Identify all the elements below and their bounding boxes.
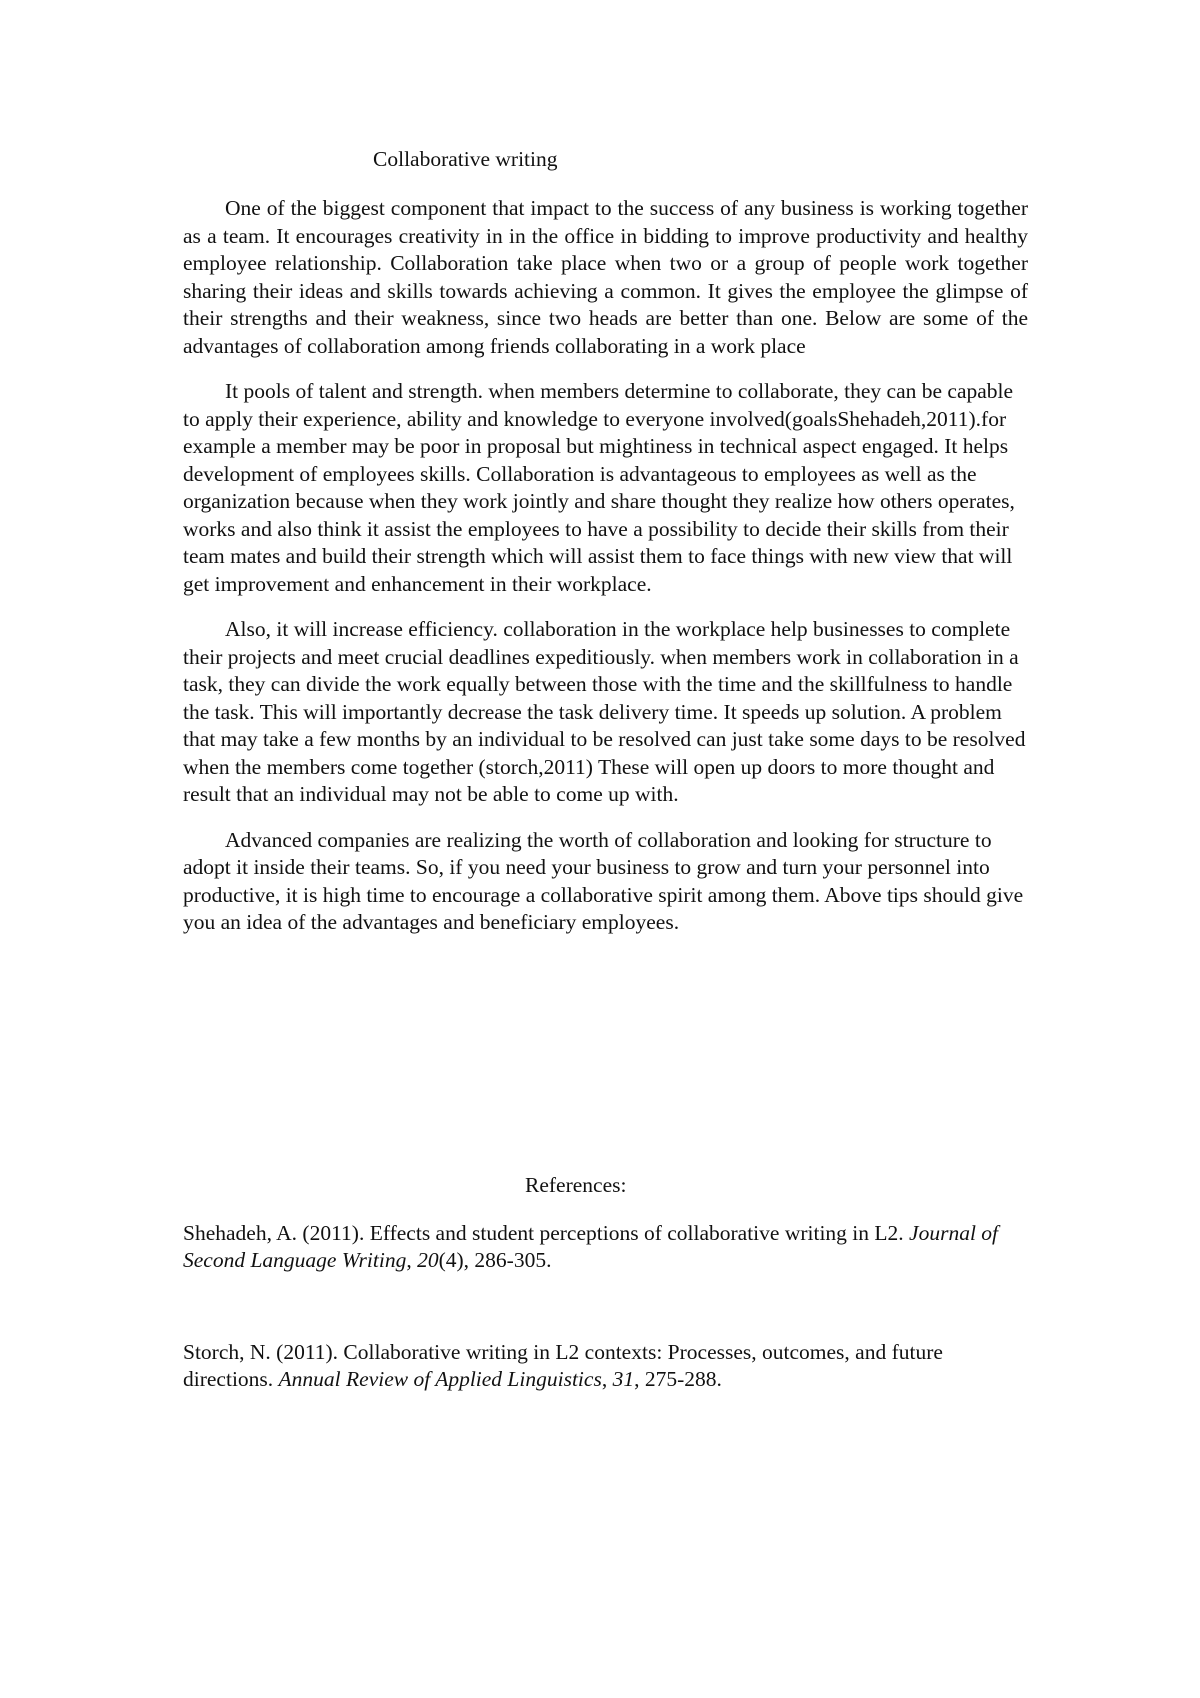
reference-journal: Annual Review of Applied Linguistics (278, 1367, 602, 1391)
reference-journal: Journal of Second Language Writing (183, 1220, 999, 1272)
reference-volume: 31 (612, 1367, 635, 1391)
reference-item (183, 1339, 1028, 1394)
paragraph-intro: One of the biggest component that impact to the success of any business is working together as a team. It encourages creativity in in the office in bidding to improve productivity and healthy employee relationship. Collaboration take place when two or a group of people work together sharing their ideas and skills towards achieving a common. It gives the employee the glimpse of their strengths and their weakness, since two heads are better than one. Below are some of the advantages of collaboration among friends collaborating in a work place (183, 196, 1028, 358)
reference-issue-pages: , 275-288. (634, 1367, 722, 1391)
reference-separator: , (601, 1367, 613, 1391)
reference-separator: , (406, 1248, 418, 1272)
page-spacer (183, 955, 1028, 1171)
paragraph-conclusion: Advanced companies are realizing the worth of collaboration and looking for structure to adopt it inside their teams. So, if you need your business to grow and turn your personnel into productive, it is high time to encourage a collaborative spirit among them. Above tips should give you an idea of the advantages and beneficiary employees. (183, 827, 1024, 934)
references-heading: References: (525, 1172, 627, 1197)
reference-item (183, 1220, 1028, 1275)
document-title: Collaborative writing (373, 147, 558, 171)
reference-issue-pages: (4), 286-305. (438, 1248, 552, 1272)
paragraph-efficiency: Also, it will increase efficiency. collaboration in the workplace help businesses to complete their projects and meet crucial deadlines expeditiously. when members work in collaboration in a task, they can divide the work equally between those with the time and the skillfulness to handle the task. This will importantly decrease the task delivery time. It speeds up solution. A problem that may take a few months by an individual to be resolved can just take some days to be resolved when the members come together (storch,2011) These will open up doors to more thought and result that an individual may not be able to come up with. (183, 617, 1026, 806)
document-body (183, 145, 1028, 1458)
reference-citation: Shehadeh, A. (2011). Effects and student perceptions of collaborative writing in L2. (183, 1220, 904, 1245)
reference-volume: 20 (417, 1248, 439, 1272)
paragraph-talent: It pools of talent and strength. when members determine to collaborate, they can be capable to apply their experience, ability and knowledge to everyone involved(goalsShehadeh,2011).for example a member may be poor in proposal but mightiness in technical aspect engaged. It helps development of employees skills. Collaboration is advantageous to employees as well as the organization because when they work jointly and share thought they realize how others operates, works and also think it assist the employees to have a possibility to decide their skills from their team mates and build their strength which will assist them to face things with new view that will get improvement and enhancement in their workplace. (183, 379, 1015, 596)
reference-citation: Storch, N. (2011). Collaborative writing in L2 contexts: Processes, outcomes, and future directions. (183, 1339, 943, 1391)
